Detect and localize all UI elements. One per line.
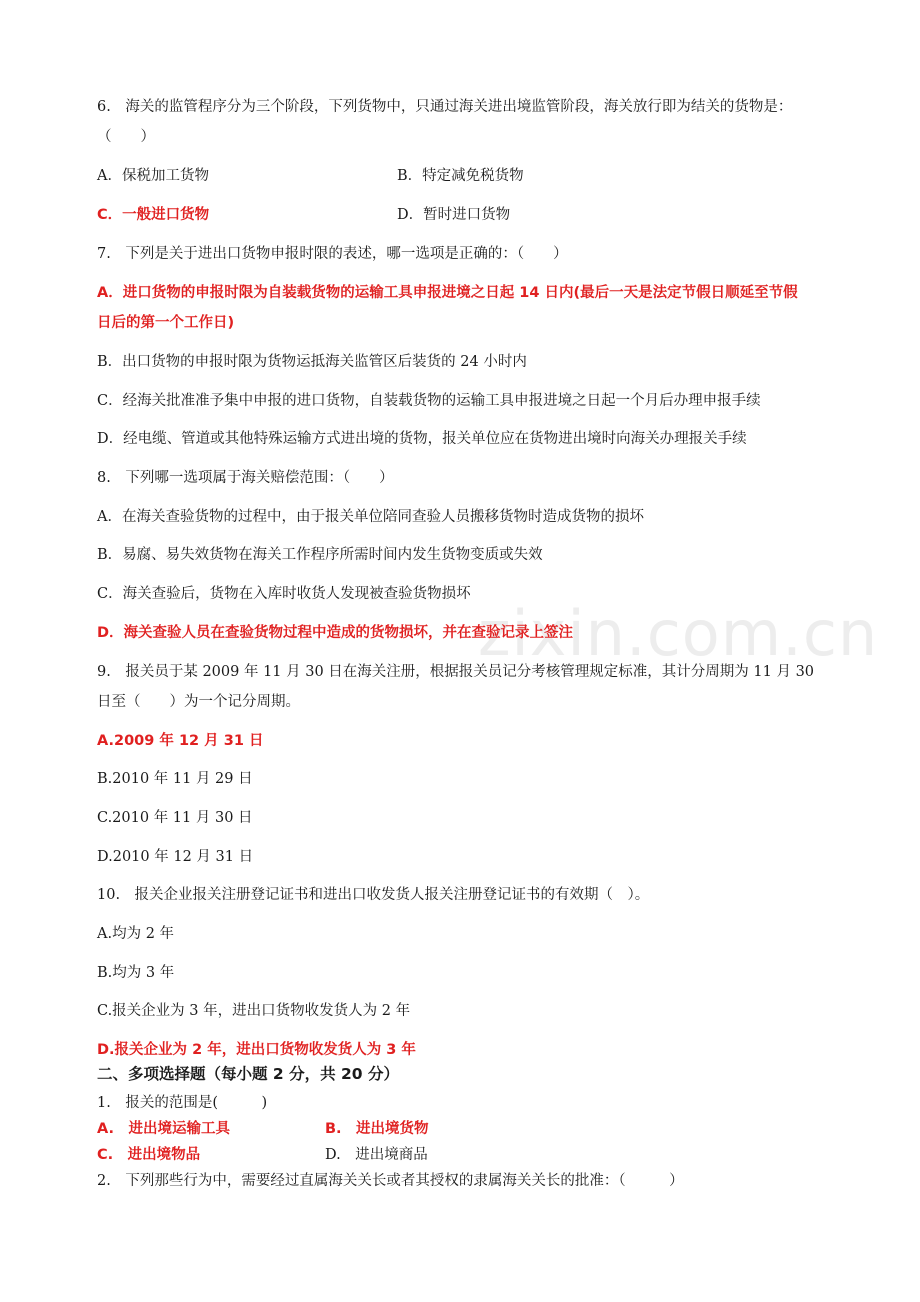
q9-option-d: D.2010 年 12 月 31 日 — [97, 849, 254, 865]
m1-option-b-answer: B. 进出境货物 — [325, 1121, 429, 1137]
q9-stem-line1: 9. 报关员于某 2009 年 11 月 30 日在海关注册，根据报关员记分考核管理规定标准，其计分周期为 11 月 30 — [97, 664, 815, 680]
m1-option-a-answer: A. 进出境运输工具 — [97, 1121, 230, 1137]
q7-stem: 7. 下列是关于进出口货物申报时限的表述，哪一选项是正确的：（ ） — [97, 246, 568, 262]
q10-option-a: A.均为 2 年 — [97, 926, 175, 942]
m1-option-c-answer: C. 进出境物品 — [97, 1147, 201, 1163]
q8-option-b: B．易腐、易失效货物在海关工作程序所需时间内发生货物变质或失效 — [97, 547, 543, 563]
q7-option-a-answer-line2: 日后的第一个工作日) — [97, 315, 235, 331]
watermark: zixin.com.cn — [478, 597, 879, 670]
section-heading-multiple-choice: 二、多项选择题（每小题 2 分，共 20 分） — [97, 1065, 399, 1083]
q6-stem-line1: 6. 海关的监管程序分为三个阶段，下列货物中，只通过海关进出境监管阶段，海关放行即为结关的货物是： — [97, 99, 793, 115]
q6-option-a: A．保税加工货物 — [97, 168, 209, 184]
q9-option-a-answer: A.2009 年 12 月 31 日 — [97, 733, 264, 749]
q10-option-c: C.报关企业为 3 年，进出口货物收发货人为 2 年 — [97, 1003, 411, 1019]
q8-stem: 8. 下列哪一选项属于海关赔偿范围：（ ） — [97, 470, 394, 486]
q8-option-d-answer: D．海关查验人员在查验货物过程中造成的货物损坏，并在查验记录上签注 — [97, 625, 574, 641]
q6-option-c-answer: C．一般进口货物 — [97, 207, 210, 223]
q7-option-c: C．经海关批准准予集中申报的进口货物，自装载货物的运输工具申报进境之日起一个月后办理申报手续 — [97, 393, 761, 409]
q6-option-d: D．暂时进口货物 — [397, 207, 511, 223]
m1-stem: 1. 报关的范围是( ) — [97, 1095, 268, 1111]
q10-option-b: B.均为 3 年 — [97, 965, 175, 981]
q7-option-a-answer-line1: A．进口货物的申报时限为自装载货物的运输工具申报进境之日起 14 日内(最后一天是法定节假日顺延至节假 — [97, 285, 798, 301]
m1-option-d: D. 进出境商品 — [325, 1147, 428, 1163]
q9-stem-line2: 日至（ ）为一个记分周期。 — [97, 694, 300, 710]
q7-option-b: B．出口货物的申报时限为货物运抵海关监管区后装货的 24 小时内 — [97, 354, 527, 370]
q8-option-c: C．海关查验后，货物在入库时收货人发现被查验货物损坏 — [97, 586, 471, 602]
q10-option-d-answer: D.报关企业为 2 年，进出口货物收发货人为 3 年 — [97, 1042, 416, 1058]
q9-option-c: C.2010 年 11 月 30 日 — [97, 810, 253, 826]
m2-stem: 2. 下列那些行为中，需要经过直属海关关长或者其授权的隶属海关关长的批准：（ ） — [97, 1173, 684, 1189]
q6-option-b: B．特定减免税货物 — [397, 168, 524, 184]
q9-option-b: B.2010 年 11 月 29 日 — [97, 771, 253, 787]
q6-stem-line2: （ ） — [97, 129, 155, 145]
q7-option-d: D．经电缆、管道或其他特殊运输方式进出境的货物，报关单位应在货物进出境时向海关办理报关手续 — [97, 431, 747, 447]
q10-stem: 10. 报关企业报关注册登记证书和进出口收发货人报关注册登记证书的有效期（ ）。 — [97, 887, 650, 903]
q8-option-a: A．在海关查验货物的过程中，由于报关单位陪同查验人员搬移货物时造成货物的损坏 — [97, 509, 644, 525]
